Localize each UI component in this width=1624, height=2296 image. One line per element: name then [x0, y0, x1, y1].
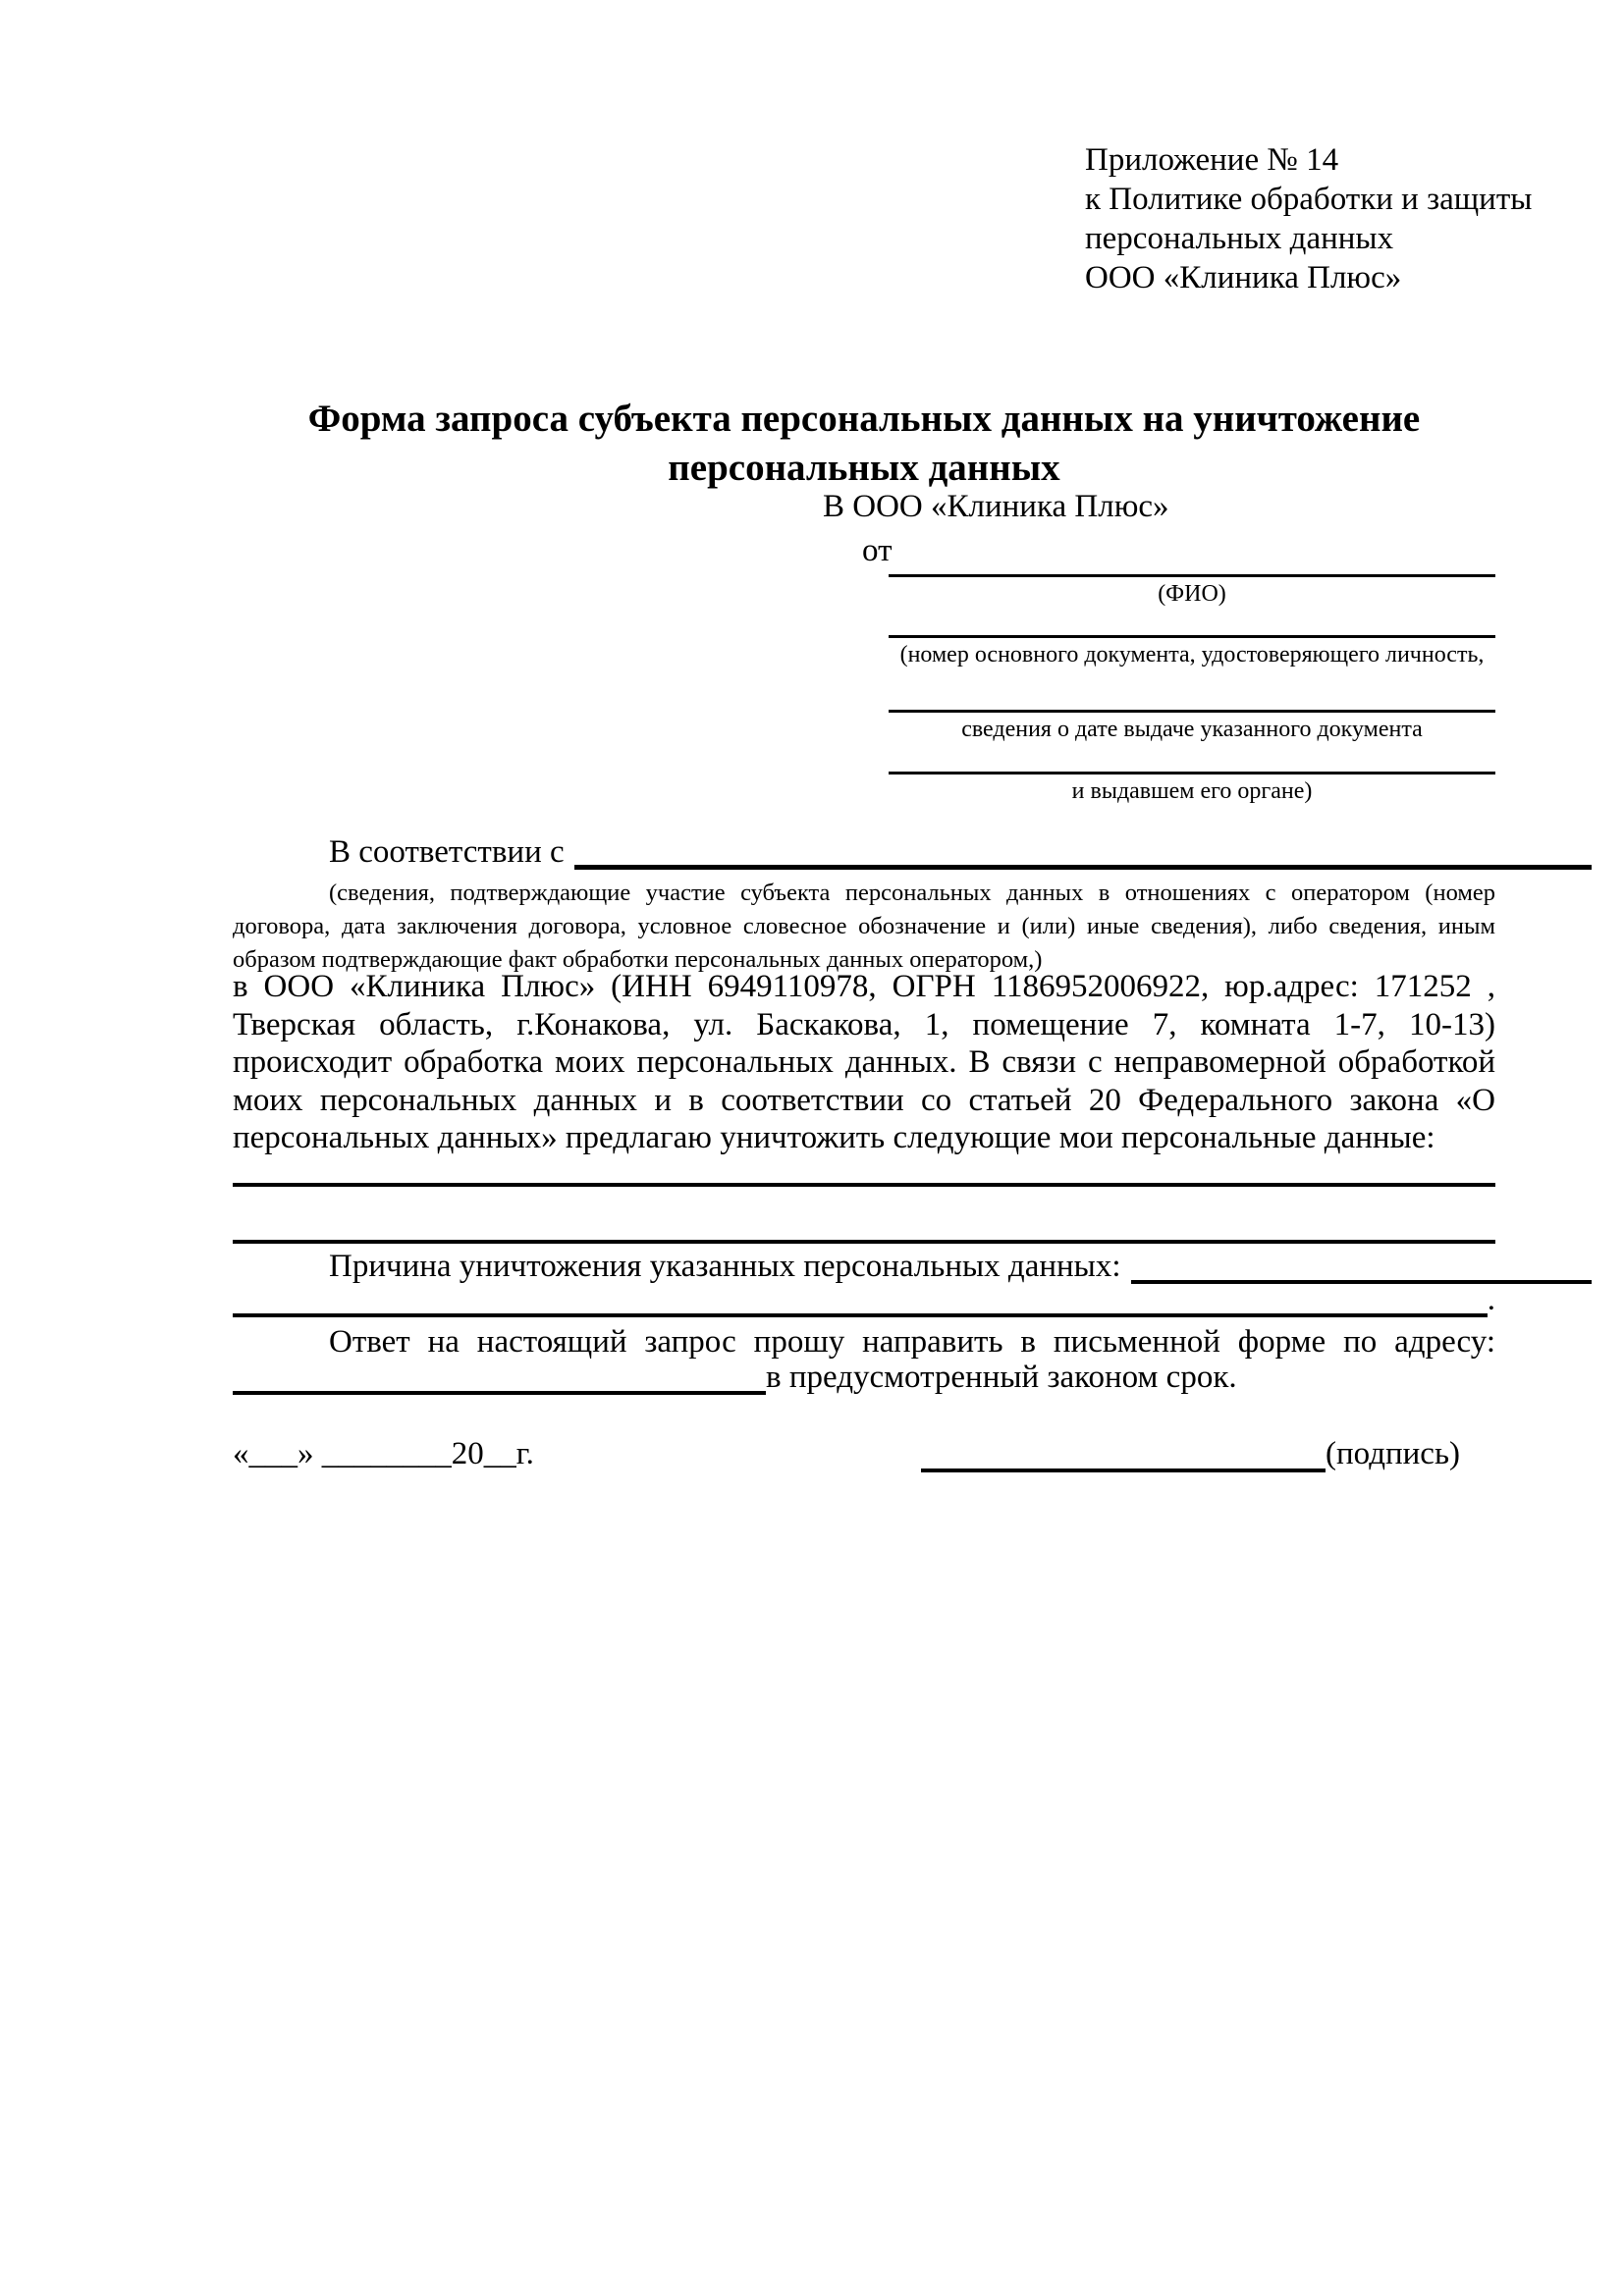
- data-blank-line-1[interactable]: [233, 1183, 1495, 1187]
- issue-date-caption: сведения о дате выдаче указанного документа: [961, 717, 1423, 742]
- date-field[interactable]: «___» ________20__г.: [233, 1436, 534, 1471]
- appendix-line-3: персональных данных: [1085, 221, 1394, 256]
- fio-input-line[interactable]: [889, 574, 1495, 577]
- document-number-caption: (номер основного документа, удостоверяющего личность,: [899, 642, 1485, 667]
- signature-input-line[interactable]: [921, 1468, 1326, 1472]
- appendix-line-2: к Политике обработки и защиты: [1085, 182, 1533, 217]
- line-period: .: [1487, 1282, 1495, 1317]
- accordance-row: [233, 833, 1592, 870]
- accordance-label: В соответствии с: [329, 834, 565, 870]
- signature-caption: (подпись): [1326, 1436, 1460, 1471]
- reason-continuation-line[interactable]: [233, 1313, 1488, 1317]
- appendix-line-4: ООО «Клиника Плюс»: [1085, 260, 1402, 295]
- issuing-authority-input-line[interactable]: [889, 772, 1495, 774]
- fio-caption: (ФИО): [1158, 581, 1226, 607]
- answer-sentence: Ответ на настоящий запрос прошу направить в письменной форме по адресу:: [329, 1324, 1495, 1360]
- accordance-note: (сведения, подтверждающие участие субъекта персональных данных в отношениях с оператором (номер договора, дата заключения договора, условное словесное обозначение и (или) иные сведения), либо сведения, иным образом подтверждающие факт обработки персональных данных оператором,): [233, 880, 1495, 973]
- date-signature-row: [233, 1435, 1495, 1472]
- accordance-input-line[interactable]: [574, 865, 1592, 870]
- document-title: Форма запроса субъекта персональных данных на уничтожение персональных данных: [307, 398, 1421, 489]
- issuing-authority-caption: и выдавшем его органе): [1071, 778, 1313, 804]
- answer-tail: в предусмотренный законом срок.: [766, 1360, 1237, 1395]
- addressee-line: В ООО «Клиника Плюс»: [823, 489, 1169, 524]
- appendix-header: [1085, 140, 1532, 297]
- document-number-input-line[interactable]: [889, 635, 1495, 638]
- body-paragraph: в ООО «Клиника Плюс» (ИНН 6949110978, ОГРН 1186952006922, юр.адрес: 171252 , Тверская область, г.Конакова, ул. Баскакова, 1, помещение 7, комната 1-7, 10-13) происходит обработка моих персональных данных. В связи с неправомерной обработкой моих персональных данных и в соответствии со статьей 20 Федерального закона «О персональных данных» предлагаю уничтожить следующие мои персональные данные:: [233, 969, 1495, 1155]
- reason-label: Причина уничтожения указанных персональных данных:: [329, 1249, 1121, 1284]
- address-row: [233, 1360, 1495, 1395]
- appendix-line-1: Приложение № 14: [1085, 142, 1339, 178]
- reason-continuation-row: [233, 1278, 1495, 1317]
- from-label: от: [862, 533, 893, 568]
- address-input-line[interactable]: [233, 1391, 766, 1395]
- data-blank-line-2[interactable]: [233, 1240, 1495, 1244]
- issue-date-input-line[interactable]: [889, 710, 1495, 713]
